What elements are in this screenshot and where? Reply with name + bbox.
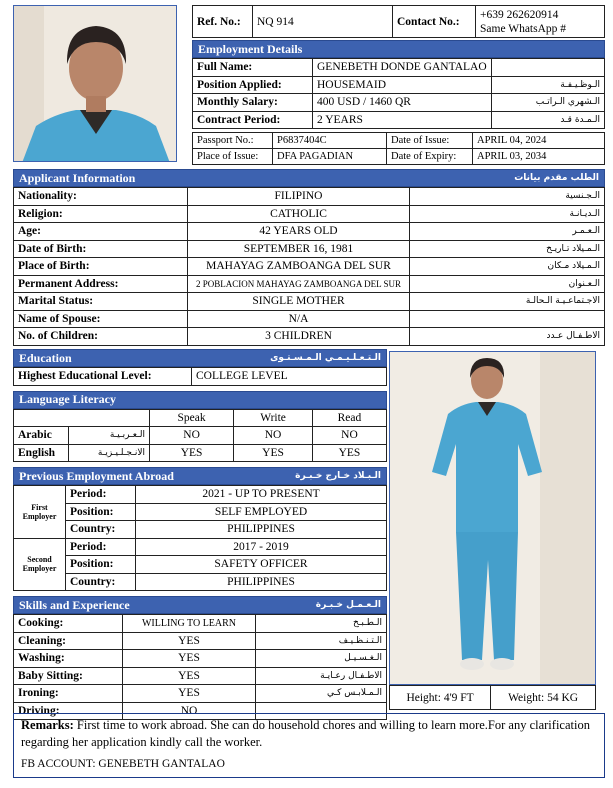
skill-value: YES [123,632,256,650]
applicant-section [13,169,605,346]
skills-table [13,614,387,720]
employment-header: Employment Details [192,40,605,58]
previous-row [14,556,387,574]
skill-arabic: الـتـنـظـيـف [256,632,387,650]
language-col-label: Speak [150,409,234,427]
employment-arabic: الـمـدة قـد [491,111,604,129]
language-header: Language Literacy [13,391,387,409]
expiry-value: APRIL 03, 2034 [473,149,605,165]
fb-account: FB ACCOUNT: GENEBETH GANTALAO [21,758,225,770]
language-col-label: Write [234,409,313,427]
applicant-row [14,188,605,206]
previous-value: SELF EMPLOYED [136,503,387,521]
applicant-row [14,240,605,258]
skill-label: Baby Sitting: [14,667,123,685]
previous-value: PHILIPPINES [136,521,387,539]
applicant-arabic: الـمـيلاد تـاريـخ [410,240,605,258]
applicant-label: Date of Birth: [14,240,188,258]
previous-value: SAFETY OFFICER [136,556,387,574]
employment-arabic: الـشهري الـراتـب [491,94,604,112]
language-value: YES [312,444,386,462]
employment-value: GENEBETH DONDE GANTALAO [313,59,492,77]
skill-arabic: الاطـفـال رعـايـة [256,667,387,685]
employment-row [193,76,605,94]
employment-label: Full Name: [193,59,313,77]
education-header: Education الـتـعـلـيـمـي الـمـسـتـوى [13,349,387,367]
issue-date-label: Date of Issue: [387,133,473,149]
previous-label: Period: [66,538,136,556]
employment-row [193,59,605,77]
skill-row [14,650,387,668]
blank-cell [14,409,150,427]
previous-header: Previous Employment Abroad الـبـلاد خـارج خـبـرة [13,467,387,485]
place-issue-value: DFA PAGADIAN [273,149,387,165]
skill-value: YES [123,650,256,668]
applicant-value: 2 POBLACION MAHAYAG ZAMBOANGA DEL SUR [188,275,410,293]
skill-arabic: الـمـلابـس كـي [256,685,387,703]
employment-value: HOUSEMAID [313,76,492,94]
language-label: Arabic [14,427,69,445]
applicant-arabic [410,310,605,328]
employment-label: Monthly Salary: [193,94,313,112]
previous-row [14,538,387,556]
skill-row [14,685,387,703]
previous-value: PHILIPPINES [136,573,387,591]
language-col-label: Read [312,409,386,427]
skill-label: Cooking: [14,615,123,633]
skill-arabic: الـطـبـخ [256,615,387,633]
applicant-label: No. of Children: [14,328,188,346]
previous-row [14,503,387,521]
applicant-arabic: الاطـفـال عـدد [410,328,605,346]
language-value: NO [312,427,386,445]
skill-label: Washing: [14,650,123,668]
passport-table [192,132,605,165]
language-row [14,444,387,462]
applicant-label: Religion: [14,205,188,223]
applicant-arabic: الاجـتماعـيـة الـحالـة [410,293,605,311]
skill-row [14,615,387,633]
full-body-photo [389,351,596,685]
applicant-value: FILIPINO [188,188,410,206]
applicant-row [14,328,605,346]
applicant-value: MAHAYAG ZAMBOANGA DEL SUR [188,258,410,276]
previous-table [13,485,387,591]
passport-label: Passport No.: [193,133,273,149]
skill-value: WILLING TO LEARN [123,615,256,633]
header-block [192,5,605,165]
remarks-box [13,713,605,778]
skill-value: NO [123,702,256,720]
physical-stats [389,685,596,710]
previous-row [14,573,387,591]
language-value: YES [234,444,313,462]
employment-row [193,94,605,112]
applicant-row [14,275,605,293]
previous-value: 2021 - UP TO PRESENT [136,486,387,504]
issue-date-value: APRIL 04, 2024 [473,133,605,149]
skills-header: Skills and Experience الـعـمـل خـبـرة [13,596,387,614]
employment-arabic [491,59,604,77]
previous-row [14,486,387,504]
previous-label: Country: [66,521,136,539]
applicant-label: Permanent Address: [14,275,188,293]
education-value: COLLEGE LEVEL [192,368,387,386]
portrait-photo [13,5,177,162]
skill-value: YES [123,685,256,703]
remarks-text: Remarks: First time to work abroad. She can do household chores and willing to learn more.For any clarification regarding her application kindly call the worker. [21,718,590,749]
ref-value: NQ 914 [253,6,393,38]
applicant-arabic: الـعـمـر [410,223,605,241]
employment-value: 400 USD / 1460 QR [313,94,492,112]
applicant-arabic: الـديـانـة [410,205,605,223]
language-col-header [14,409,387,427]
applicant-row [14,223,605,241]
skill-label: Driving: [14,702,123,720]
previous-value: 2017 - 2019 [136,538,387,556]
applicant-value: CATHOLIC [188,205,410,223]
employment-value: 2 YEARS [313,111,492,129]
applicant-row [14,205,605,223]
applicant-table [13,187,605,346]
employment-label: Contract Period: [193,111,313,129]
applicant-row [14,293,605,311]
skill-label: Cleaning: [14,632,123,650]
education-label: Highest Educational Level: [14,368,192,386]
previous-row [14,521,387,539]
language-arabic: الانـجـلـيـزيـة [69,444,150,462]
expiry-label: Date of Expiry: [387,149,473,165]
applicant-label: Age: [14,223,188,241]
language-table [13,409,387,463]
education-table [13,367,387,386]
language-value: NO [234,427,313,445]
left-column [13,349,387,720]
employer-side-label: First Employer [14,486,66,539]
applicant-label: Place of Birth: [14,258,188,276]
applicant-label: Marital Status: [14,293,188,311]
applicant-row [14,310,605,328]
skill-label: Ironing: [14,685,123,703]
applicant-arabic: الـعـنوان [410,275,605,293]
skill-arabic: الـغـسـيـل [256,650,387,668]
language-value: NO [150,427,234,445]
language-arabic: الـعـربـيـة [69,427,150,445]
applicant-value: 3 CHILDREN [188,328,410,346]
skill-row [14,667,387,685]
applicant-arabic: الـجـنسية [410,188,605,206]
previous-label: Position: [66,556,136,574]
employment-label: Position Applied: [193,76,313,94]
contact-value: +639 262620914 Same WhatsApp # [476,6,605,38]
language-value: YES [150,444,234,462]
weight-value: Weight: 54 KG [491,686,596,710]
applicant-row [14,258,605,276]
applicant-arabic: الـمـيلاد مـكان [410,258,605,276]
previous-label: Period: [66,486,136,504]
ref-label: Ref. No.: [193,6,253,38]
previous-label: Country: [66,573,136,591]
applicant-value: SINGLE MOTHER [188,293,410,311]
skill-value: YES [123,667,256,685]
employment-row [193,111,605,129]
passport-value: P6837404C [273,133,387,149]
applicant-header: Applicant Information الطلب مقدم بيانات [13,169,605,187]
language-label: English [14,444,69,462]
height-value: Height: 4'9 FT [390,686,491,710]
employment-table [192,58,605,129]
applicant-value: N/A [188,310,410,328]
place-issue-label: Place of Issue: [193,149,273,165]
applicant-label: Nationality: [14,188,188,206]
contact-label: Contact No.: [393,6,476,38]
employment-arabic: الـوظـيـفـة [491,76,604,94]
previous-label: Position: [66,503,136,521]
applicant-value: 42 YEARS OLD [188,223,410,241]
applicant-label: Name of Spouse: [14,310,188,328]
language-row [14,427,387,445]
skill-row [14,632,387,650]
employer-side-label: Second Employer [14,538,66,591]
applicant-value: SEPTEMBER 16, 1981 [188,240,410,258]
